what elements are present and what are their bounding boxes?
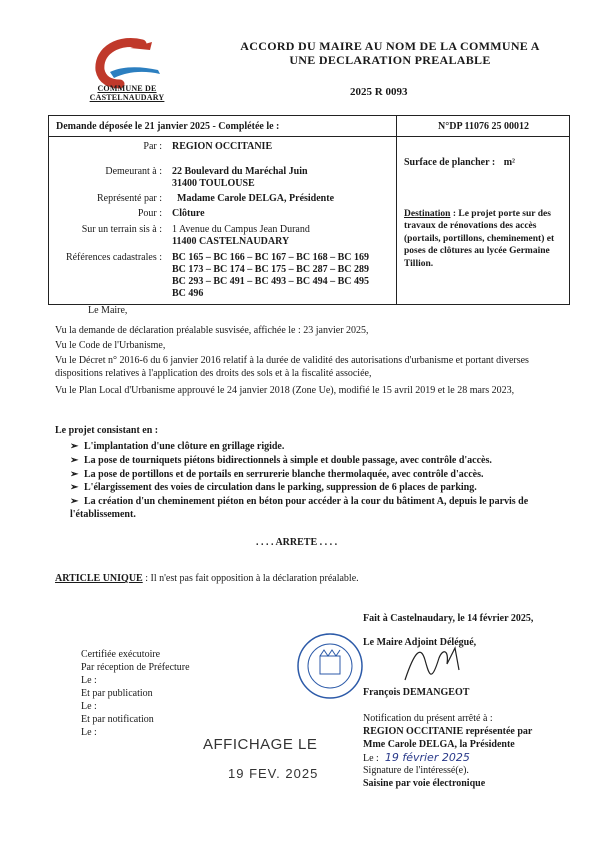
le-date-3: Le : (81, 727, 97, 738)
title-line-1: ACCORD DU MAIRE AU NOM DE LA COMMUNE A (240, 39, 540, 53)
surface-field (404, 157, 515, 168)
article-label: ARTICLE UNIQUE (55, 573, 143, 584)
request-date-header: Demande déposée le 21 janvier 2025 - Complétée le : (56, 121, 280, 132)
signature-interesse: Signature de l'intéressé(e). (363, 765, 469, 776)
value-cadastre-line3: BC 293 – BC 491 – BC 493 – BC 494 – BC 495 (172, 276, 369, 287)
value-representative: Madame Carole DELGA, Présidente (177, 193, 335, 204)
notification-representative: Mme Carole DELGA, la Présidente (363, 739, 515, 750)
arrete-reference: 2025 R 0093 (350, 86, 408, 98)
arrow-bullet-icon: ➢ (70, 469, 79, 480)
article-unique (55, 572, 359, 585)
surface-unit: m² (503, 157, 516, 168)
document-title (210, 39, 570, 67)
arrow-bullet-icon: ➢ (70, 496, 79, 507)
logo-text-line1: COMMUNE DE (97, 84, 157, 93)
value-applicant: REGION OCCITANIE (172, 141, 273, 152)
box-divider-vertical (396, 115, 397, 304)
commune-round-stamp (296, 632, 364, 700)
logo-text-line2: CASTELNAUDARY (89, 93, 165, 102)
label-par: Par : (143, 141, 162, 152)
par-notification: Et par notification (81, 714, 154, 725)
vu-decret: Vu le Décret n° 2016-6 du 6 janvier 2016 relatif à la durée de validité des autorisations d'urbanisme et portant diverses dispositions relatives à l'application des droits des sols et à la fiscalité associée, (55, 355, 529, 379)
vu-code: Vu le Code de l'Urbanisme, (55, 340, 166, 351)
list-item: ➢ L'implantation d'une clôture en grillage rigide. (70, 441, 285, 452)
destination-label: Destination (404, 209, 451, 219)
value-cadastre-line2: BC 173 – BC 174 – BC 175 – BC 287 – BC 289 (172, 264, 369, 275)
vu-plu: Vu le Plan Local d'Urbanisme approuvé le 24 janvier 2018 (Zone Ue), modifié le 15 avril 2019 et le 28 mars 2023, (55, 385, 515, 396)
fait-a: Fait à Castelnaudary, le 14 février 2025, (363, 613, 534, 624)
label-cadastre: Références cadastrales : (65, 252, 162, 263)
list-item: ➢ La pose de tourniquets piétons bidirectionnels à simple et double passage, avec contrôle d'accès. (70, 455, 492, 466)
affichage-date-stamp: 19 FEV. 2025 (228, 766, 319, 781)
value-address-line2: 31400 TOULOUSE (172, 178, 255, 189)
surface-label: Surface de plancher : (404, 157, 496, 168)
destination-text: : Le projet porte sur des travaux de rénovations des accès (portails, portillons, cheminement) et poses de clôtures au lycée Germaine Tillion. (404, 209, 555, 269)
le-date-2: Le : (81, 701, 97, 712)
notification-date-handwritten: 19 février 2025 (384, 751, 470, 764)
value-address-line1: 22 Boulevard du Maréchal Juin (172, 166, 308, 177)
list-item: ➢ La pose de portillons et de portails en serrurerie blanche thermolaquée, avec contrôle d'accès. (70, 469, 484, 480)
value-terrain-line1: 1 Avenue du Campus Jean Durand (172, 224, 310, 235)
dp-number: N°DP 11076 25 00012 (438, 121, 529, 132)
arrow-bullet-icon: ➢ (70, 482, 79, 493)
label-pour: Pour : (137, 208, 162, 219)
arrow-bullet-icon: ➢ (70, 441, 79, 452)
signatory-name: François DEMANGEOT (363, 687, 470, 698)
projet-title: Le projet consistant en : (55, 425, 159, 436)
destination-block (404, 208, 562, 270)
logo-caption (82, 84, 172, 102)
value-purpose: Clôture (172, 208, 205, 219)
par-publication: Et par publication (81, 688, 153, 699)
le-date-1: Le : (81, 675, 97, 686)
vu-demande: Vu la demande de déclaration préalable susvisée, affichée le : 23 janvier 2025, (55, 325, 369, 336)
le-maire: Le Maire, (88, 305, 128, 316)
notification-date-label: Le : (363, 753, 379, 764)
reception-prefecture: Par réception de Préfecture (81, 662, 190, 673)
list-item: ➢ L'élargissement des voies de circulation dans le parking, suppression de 6 places de parking. (70, 482, 477, 493)
notification-date (363, 751, 470, 765)
list-item: ➢ La création d'un cheminement piéton en béton pour accéder à la cour du bâtiment A, depuis le parvis de l'établissement. (70, 496, 529, 520)
label-terrain: Sur un terrain sis à : (81, 224, 162, 235)
article-text: : Il n'est pas fait opposition à la déclaration préalable. (142, 573, 359, 584)
label-demeurant: Demeurant à : (105, 166, 162, 177)
arrete-heading: . . . . ARRETE . . . . (256, 537, 338, 548)
value-terrain-line2: 11400 CASTELNAUDARY (172, 236, 290, 247)
value-cadastre-line1: BC 165 – BC 166 – BC 167 – BC 168 – BC 169 (172, 252, 369, 263)
label-represente: Représenté par : (97, 193, 162, 204)
notification-title: Notification du présent arrêté à : (363, 713, 493, 724)
box-divider-horizontal (48, 136, 569, 137)
value-cadastre-line4: BC 496 (172, 288, 204, 299)
arrow-bullet-icon: ➢ (70, 455, 79, 466)
handwritten-signature (395, 640, 475, 690)
notification-recipient: REGION OCCITANIE représentée par (363, 726, 533, 737)
affichage-stamp: AFFICHAGE LE (203, 736, 318, 753)
saisine-electronique: Saisine par voie électronique (363, 778, 486, 789)
signatory-role: Le Maire Adjoint Délégué, (363, 637, 477, 648)
certifiee-executoire: Certifiée exécutoire (81, 649, 161, 660)
title-line-2: UNE DECLARATION PREALABLE (289, 53, 491, 67)
